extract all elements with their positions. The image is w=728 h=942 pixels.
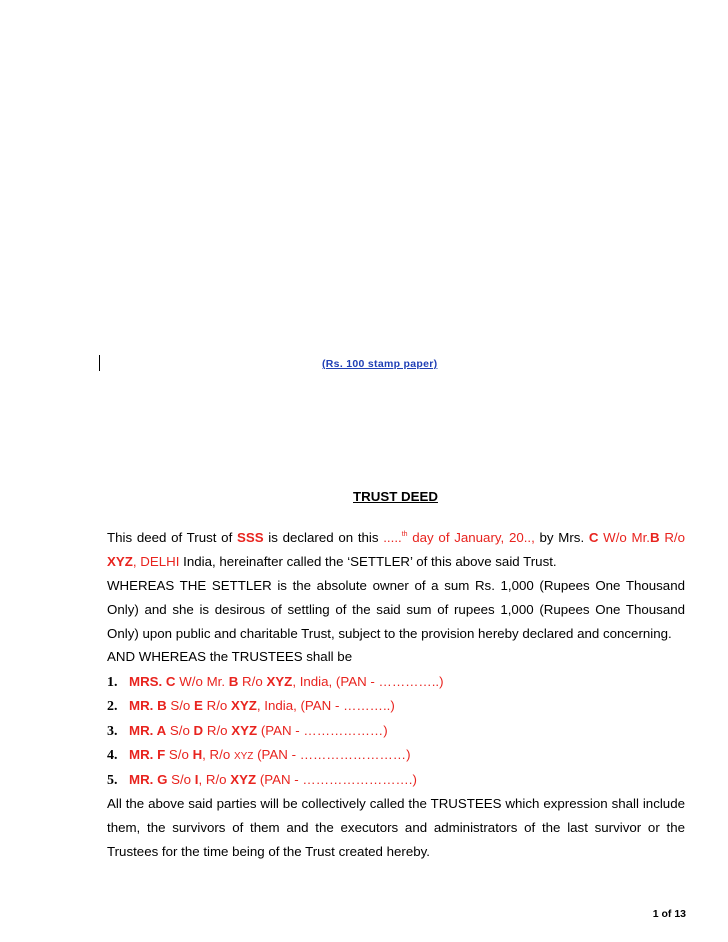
trustee-name: MRS. C bbox=[129, 674, 176, 689]
trustee-item bbox=[107, 670, 444, 695]
stamp-paper-note: (Rs. 100 stamp paper) bbox=[322, 358, 438, 370]
relation-name: B bbox=[228, 674, 239, 689]
residence-place: XYZ bbox=[231, 723, 258, 738]
relation-name: D bbox=[193, 723, 204, 738]
trustee-name: MR. F bbox=[129, 747, 166, 762]
text: by Mrs. bbox=[534, 530, 589, 545]
relation: S/o bbox=[167, 772, 195, 787]
residence-label: R/o bbox=[202, 698, 231, 713]
closing-paragraph: All the above said parties will be collectively called the TRUSTEES which expression shall include them, the survivors of them and the executors and administrators of the last survivor or the Trustees for the time being of the Trust created hereby. bbox=[107, 796, 685, 859]
relation: S/o bbox=[166, 698, 195, 713]
pan-placeholder: , India, (PAN - ………..) bbox=[256, 698, 395, 713]
trustee-name: MR. A bbox=[129, 723, 167, 738]
settler-name: C bbox=[588, 530, 599, 545]
date-text: day of January, 20.., bbox=[407, 530, 535, 545]
relation-name: I bbox=[194, 772, 199, 787]
trustees-intro: AND WHEREAS the TRUSTEES shall be bbox=[107, 649, 353, 664]
text: India, hereinafter called the ‘SETTLER’ of this above said Trust. bbox=[179, 554, 557, 569]
margin-mark bbox=[99, 355, 100, 371]
pan-placeholder: (PAN - ……………………) bbox=[253, 747, 411, 762]
residence-city: , DELHI bbox=[132, 554, 180, 569]
item-number: 2. bbox=[107, 699, 118, 714]
trustee-item bbox=[107, 743, 411, 769]
trustee-name: MR. G bbox=[129, 772, 168, 787]
pan-placeholder: (PAN - ………………) bbox=[257, 723, 388, 738]
relation-name: E bbox=[194, 698, 203, 713]
item-number: 1. bbox=[107, 675, 118, 690]
relation-name: H bbox=[192, 747, 203, 762]
residence-place: XYZ bbox=[230, 772, 257, 787]
text: This deed of Trust of bbox=[107, 530, 237, 545]
opening-paragraph bbox=[107, 523, 685, 574]
residence-label: R/o bbox=[203, 723, 232, 738]
pan-placeholder: , India, (PAN - …………..) bbox=[292, 674, 444, 689]
relation-text: W/o Mr. bbox=[598, 530, 650, 545]
item-number: 5. bbox=[107, 773, 118, 788]
residence-place: XYZ bbox=[107, 554, 133, 569]
residence-place: XYZ bbox=[231, 698, 257, 713]
date-placeholder: ..... bbox=[383, 530, 402, 545]
text: is declared on this bbox=[263, 530, 384, 545]
whereas-paragraph: WHEREAS THE SETTLER is the absolute owner of a sum Rs. 1,000 (Rupees One Thousand Only) and she is desirous of settling of the said sum of rupees 1,000 (Rupees One Thousand Only) upon public and charitable Trust, subject to the provision hereby declared and concerning. bbox=[107, 578, 685, 641]
residence-place: XYZ bbox=[233, 751, 254, 762]
document-title: TRUST DEED bbox=[353, 489, 438, 504]
trustee-item bbox=[107, 719, 388, 744]
pan-placeholder: (PAN - …………………….) bbox=[256, 772, 417, 787]
relation: W/o Mr. bbox=[175, 674, 229, 689]
ordinal-suffix: th bbox=[401, 531, 408, 538]
trustee-item bbox=[107, 694, 395, 719]
item-number: 3. bbox=[107, 724, 118, 739]
husband-name: B bbox=[650, 530, 660, 545]
residence-place: XYZ bbox=[266, 674, 293, 689]
item-number: 4. bbox=[107, 748, 118, 763]
residence-label: , R/o bbox=[198, 772, 231, 787]
page-number: 1 of 13 bbox=[652, 908, 686, 920]
residence-label: R/o bbox=[238, 674, 267, 689]
residence-text: R/o bbox=[659, 530, 686, 545]
trustee-item bbox=[107, 768, 417, 793]
trustee-name: MR. B bbox=[129, 698, 167, 713]
relation: S/o bbox=[166, 723, 194, 738]
relation: S/o bbox=[165, 747, 193, 762]
residence-label: , R/o bbox=[202, 747, 234, 762]
trust-name: SSS bbox=[236, 530, 264, 545]
